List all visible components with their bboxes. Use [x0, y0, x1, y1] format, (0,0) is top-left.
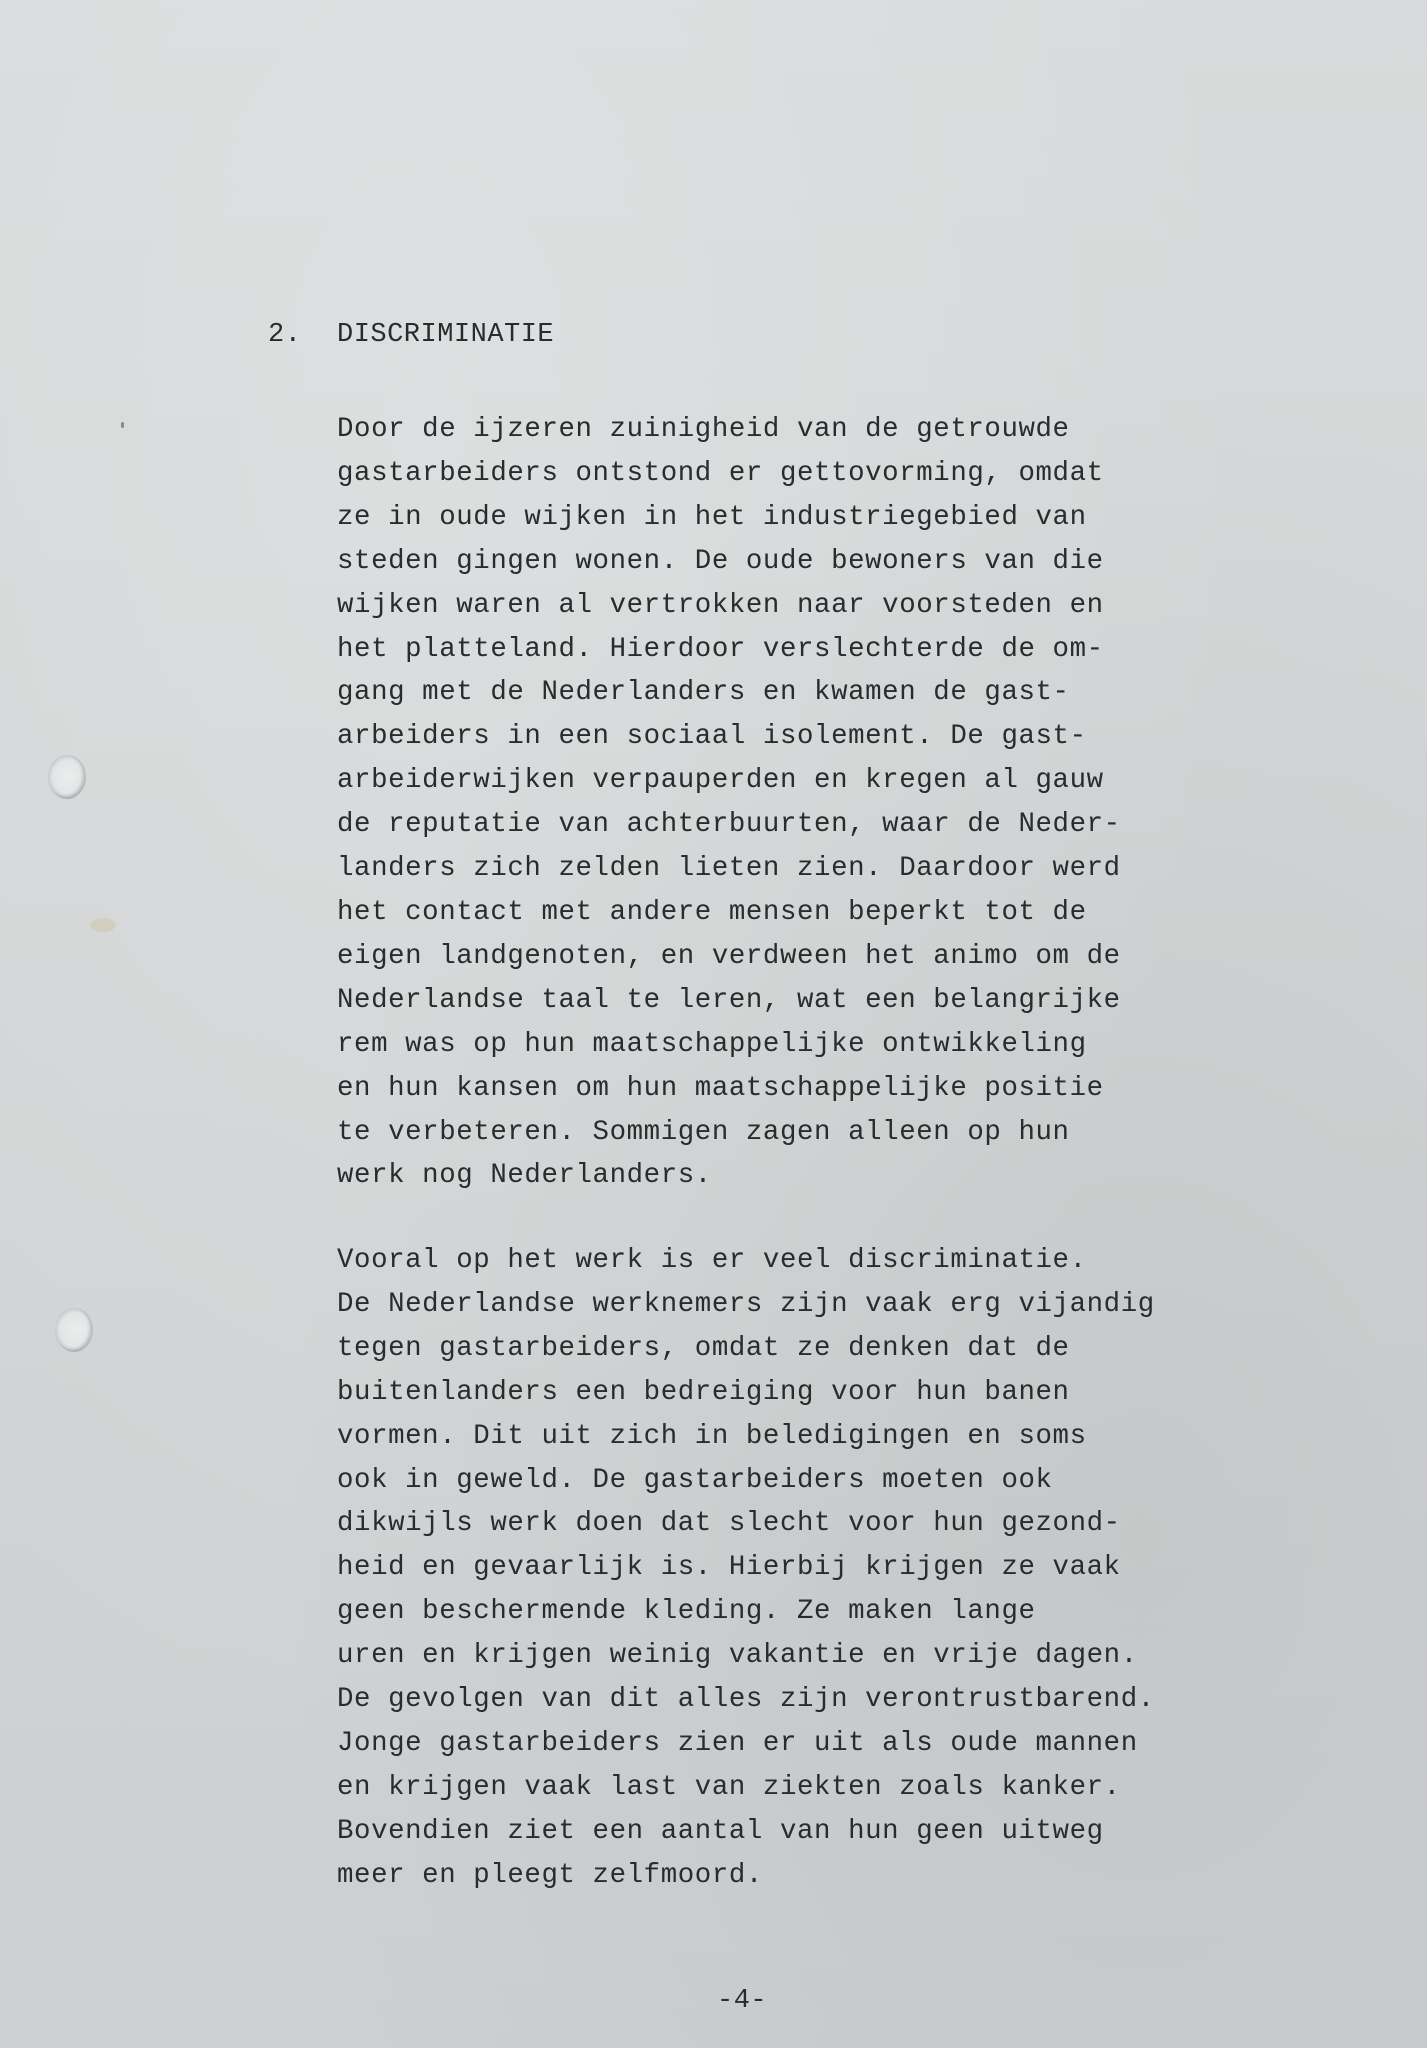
- punch-hole: [48, 755, 86, 799]
- section-number: 2.: [268, 320, 302, 350]
- text-line: buitenlanders een bedreiging voor hun banen: [337, 1376, 1070, 1408]
- text-line: arbeiders in een sociaal isolement. De gast-: [337, 721, 1087, 753]
- text-line: vormen. Dit uit zich in beledigingen en soms: [337, 1420, 1087, 1452]
- text-line: De Nederlandse werknemers zijn vaak erg vijandig: [337, 1288, 1155, 1320]
- text-line: meer en pleegt zelfmoord.: [337, 1859, 763, 1891]
- paper-stain: [90, 918, 116, 932]
- text-line: uren en krijgen weinig vakantie en vrije dagen.: [337, 1640, 1138, 1672]
- paragraph: [337, 408, 1121, 1198]
- text-line: ze in oude wijken in het industriegebied van: [337, 501, 1087, 533]
- text-line: Door de ijzeren zuinigheid van de getrouwde: [337, 414, 1070, 445]
- text-line: gang met de Nederlanders en kwamen de gast-: [337, 677, 1070, 709]
- paper-speck: [121, 422, 124, 428]
- text-line: te verbeteren. Sommigen zagen alleen op hun: [337, 1116, 1070, 1148]
- section-title: DISCRIMINATIE: [337, 320, 555, 350]
- paragraph: [337, 1239, 1155, 1898]
- punch-hole: [55, 1308, 93, 1352]
- text-line: geen beschermende kleding. Ze maken lange: [337, 1596, 1036, 1628]
- text-line: steden gingen wonen. De oude bewoners van die: [337, 545, 1104, 577]
- text-line: en krijgen vaak last van ziekten zoals kanker.: [337, 1771, 1121, 1803]
- text-line: Vooral op het werk is er veel discriminatie.: [337, 1245, 1087, 1276]
- text-line: eigen landgenoten, en verdween het animo om de: [337, 940, 1121, 972]
- text-line: De gevolgen van dit alles zijn verontrustbarend.: [337, 1684, 1155, 1716]
- text-line: Bovendien ziet een aantal van hun geen uitweg: [337, 1815, 1104, 1847]
- text-line: heid en gevaarlijk is. Hierbij krijgen ze vaak: [337, 1552, 1121, 1584]
- text-line: ook in geweld. De gastarbeiders moeten ook: [337, 1464, 1053, 1496]
- text-line: werk nog Nederlanders.: [337, 1160, 712, 1192]
- text-line: dikwijls werk doen dat slecht voor hun gezond-: [337, 1508, 1121, 1540]
- text-line: het contact met andere mensen beperkt tot de: [337, 896, 1087, 928]
- text-line: rem was op hun maatschappelijke ontwikkeling: [337, 1028, 1087, 1060]
- text-line: gastarbeiders ontstond er gettovorming, omdat: [337, 457, 1104, 489]
- text-line: Nederlandse taal te leren, wat een belangrijke: [337, 984, 1121, 1016]
- text-line: de reputatie van achterbuurten, waar de Neder-: [337, 809, 1121, 841]
- text-line: wijken waren al vertrokken naar voorsteden en: [337, 589, 1104, 621]
- text-line: landers zich zelden lieten zien. Daardoor werd: [337, 853, 1121, 885]
- section-heading: [268, 320, 554, 350]
- text-line: en hun kansen om hun maatschappelijke positie: [337, 1072, 1104, 1104]
- text-line: het platteland. Hierdoor verslechterde de om-: [337, 633, 1104, 665]
- page-number: -4-: [717, 1986, 768, 2016]
- text-line: Jonge gastarbeiders zien er uit als oude mannen: [337, 1727, 1138, 1759]
- text-line: tegen gastarbeiders, omdat ze denken dat de: [337, 1332, 1070, 1364]
- text-line: arbeiderwijken verpauperden en kregen al gauw: [337, 765, 1104, 797]
